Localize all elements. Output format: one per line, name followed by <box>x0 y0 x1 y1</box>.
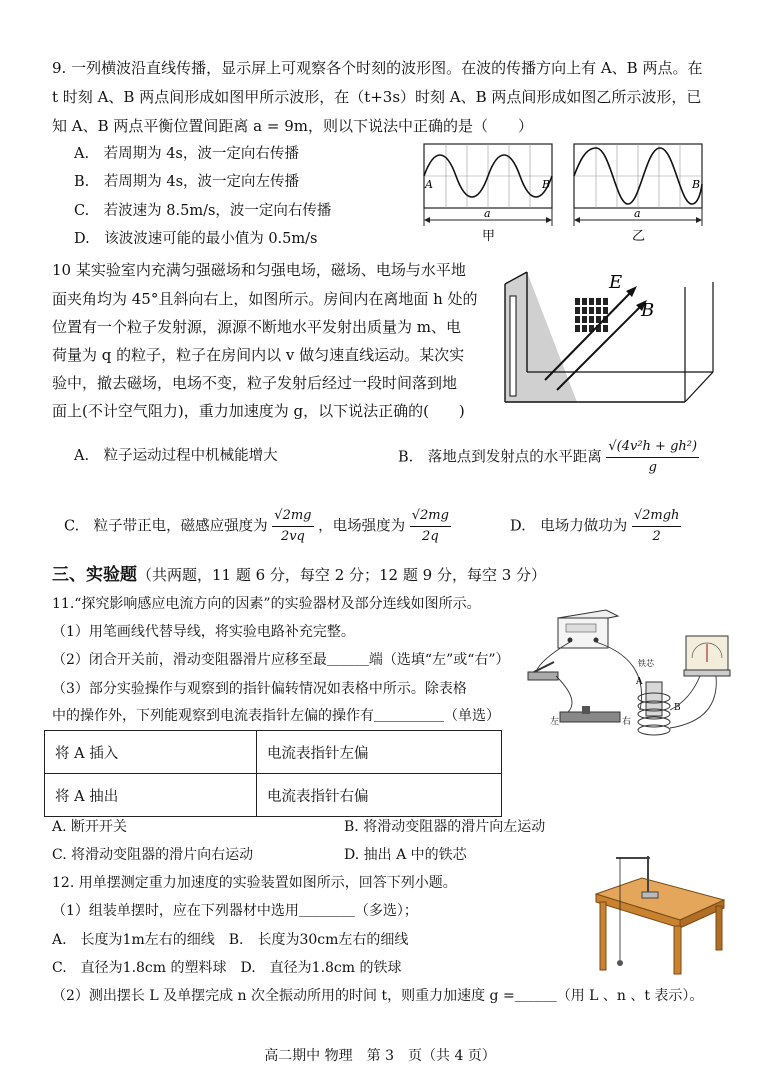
q11-sub2: （2）闭合开关前，滑动变阻器滑片应移至最＿＿＿端（选填“左”或“右”） <box>52 652 510 668</box>
q10-label-b: B <box>641 300 655 321</box>
table-cell: 将 A 抽出 <box>45 774 257 817</box>
q12-sub2: （2）测出摆长 L 及单摆完成 n 次全振动所用的时间 t，则重力加速度 g =＿＿＿（用 L 、n 、t 表示）。 <box>52 988 704 1004</box>
q10-option-c-text: C. 粒子带正电，磁感应强度为 <box>64 518 268 535</box>
q10-stem-line4: 荷量为 q 的粒子，粒子在房间内以 v 做匀速直线运动。某次实 <box>52 346 465 364</box>
q10-option-a: A. 粒子运动过程中机械能增大 <box>74 448 278 464</box>
q9-option-a: A. 若周期为 4s，波一定向右传播 <box>74 146 299 162</box>
q10-stem-line6: 面上(不计空气阻力)，重力加速度为 g，以下说法正确的( ) <box>52 402 465 420</box>
table-cell: 电流表指针右偏 <box>257 774 502 817</box>
q10-option-b <box>398 437 699 478</box>
q9-label-a-point: A <box>425 178 433 191</box>
q11-label-coil-b: B <box>674 703 681 713</box>
page-footer: 高二期中 物理 第 3 页（共 4 页） <box>264 1048 496 1064</box>
q9-option-d: D. 该波波速可能的最小值为 0.5m/s <box>74 231 318 247</box>
q9-stem-line3: 知 A、B 两点平衡位置间距离 a = 9m，则以下说法中正确的是（ ） <box>52 117 533 135</box>
q11-option-d: D. 抽出 A 中的铁芯 <box>344 847 467 863</box>
q9-option-b: B. 若周期为 4s，波一定向左传播 <box>74 174 300 190</box>
q11-option-a: A. 断开开关 <box>52 819 128 835</box>
q11-label-coil-a: A <box>636 677 643 687</box>
q11-label-left: 左 <box>550 717 560 727</box>
q10-room-field-figure <box>485 262 723 412</box>
q11-sub1: （1）用笔画线代替导线，将实验电路补充完整。 <box>52 624 355 640</box>
q9-label-distance: a <box>484 207 491 220</box>
section-title: 三、实验题 <box>52 565 137 585</box>
q10-option-c-mid: ，电场强度为 <box>318 518 406 535</box>
q12-stem: 12. 用单摆测定重力加速度的实验装置如图所示，回答下列小题。 <box>52 875 457 891</box>
q9-yi-label-b-point: B <box>692 178 701 191</box>
q10-label-e: E <box>609 272 623 293</box>
q10-option-c-f1-numerator: √2mg <box>272 506 313 527</box>
q10-option-b-text: B. 落地点到发射点的水平距离 <box>398 449 602 466</box>
q11-stem-line1: 11.“探究影响感应电流方向的因素”的实验器材及部分连线如图所示。 <box>52 596 481 612</box>
q9-yi-label-distance: a <box>634 207 641 220</box>
q11-sub3-line1: （3）部分实验操作与观察到的指针偏转情况如表格中所示。除表格 <box>52 681 467 697</box>
q11-label-iron-core: 铁芯 <box>638 659 654 668</box>
q10-stem-line3: 位置有一个粒子发射源，源源不断地水平发射出质量为 m、电 <box>52 318 461 336</box>
q10-option-d-fraction <box>632 506 682 547</box>
q10-option-c-f2-denominator: 2q <box>422 529 439 544</box>
q10-option-b-fraction <box>606 437 699 478</box>
q9-caption-jia: 甲 <box>482 229 496 244</box>
q11-option-b: B. 将滑动变阻器的滑片向左运动 <box>344 819 546 835</box>
q10-option-c <box>64 506 451 547</box>
q9-waveform-figure-jia <box>420 140 560 245</box>
q9-stem-line2: t 时刻 A、B 两点间形成如图甲所示波形，在（t+3s）时刻 A、B 两点间形成如图乙所示波形，已 <box>52 88 702 106</box>
q12-option-ab: A. 长度为1m左右的细线 B. 长度为30cm左右的细线 <box>52 932 409 948</box>
q12-pendulum-figure <box>594 848 729 976</box>
q12-sub1: （1）组装单摆时，应在下列器材中选用＿＿＿＿（多选）； <box>52 903 418 919</box>
table-row <box>45 731 502 774</box>
q10-option-b-numerator: √(4v²h + gh²) <box>606 437 699 458</box>
q9-label-b-point: B <box>542 178 551 191</box>
q10-option-d-denominator: 2 <box>652 529 661 544</box>
q10-stem-line2: 面夹角均为 45°且斜向右上，如图所示。房间内在离地面 h 处的 <box>52 290 478 308</box>
q12-option-cd: C. 直径为1.8cm 的塑料球 D. 直径为1.8cm 的铁球 <box>52 960 402 976</box>
q9-option-c: C. 若波速为 8.5m/s，波一定向右传播 <box>74 203 332 219</box>
table-row <box>45 774 502 817</box>
q10-stem-line5: 验中，撤去磁场，电场不变，粒子发射后经过一段时间落到地 <box>52 374 458 392</box>
q10-option-c-f1-denominator: 2vq <box>280 529 305 544</box>
q11-apparatus-figure <box>520 600 738 745</box>
table-cell: 电流表指针左偏 <box>257 731 502 774</box>
q10-option-c-f2-numerator: √2mg <box>410 506 451 527</box>
q9-waveform-figure-yi <box>570 140 710 245</box>
q11-option-c: C. 将滑动变阻器的滑片向右运动 <box>52 847 254 863</box>
q11-label-right: 右 <box>622 717 632 727</box>
q9-stem-line1: 9. 一列横波沿直线传播，显示屏上可观察各个时刻的波形图。在波的传播方向上有 A、B 两点。在 <box>52 59 703 77</box>
section-heading <box>52 564 546 586</box>
section-scoring-note: （共两题，11 题 6 分，每空 2 分；12 题 9 分，每空 3 分） <box>137 566 547 584</box>
q11-operation-table <box>44 730 502 817</box>
q10-option-d <box>510 506 681 547</box>
q9-caption-yi: 乙 <box>632 229 646 244</box>
q10-stem-line1: 10 某实验室内充满匀强磁场和匀强电场，磁场、电场与水平地 <box>52 261 466 279</box>
q10-option-d-numerator: √2mgh <box>632 506 682 527</box>
q10-option-d-text: D. 电场力做功为 <box>510 518 628 535</box>
q10-option-c-fraction1 <box>272 506 313 547</box>
q11-sub3-line2: 中的操作外，下列能观察到电流表指针左偏的操作有＿＿＿＿＿（单选） <box>52 708 500 724</box>
q10-option-b-denominator: g <box>648 460 657 475</box>
table-cell: 将 A 插入 <box>45 731 257 774</box>
q10-option-c-fraction2 <box>410 506 451 547</box>
